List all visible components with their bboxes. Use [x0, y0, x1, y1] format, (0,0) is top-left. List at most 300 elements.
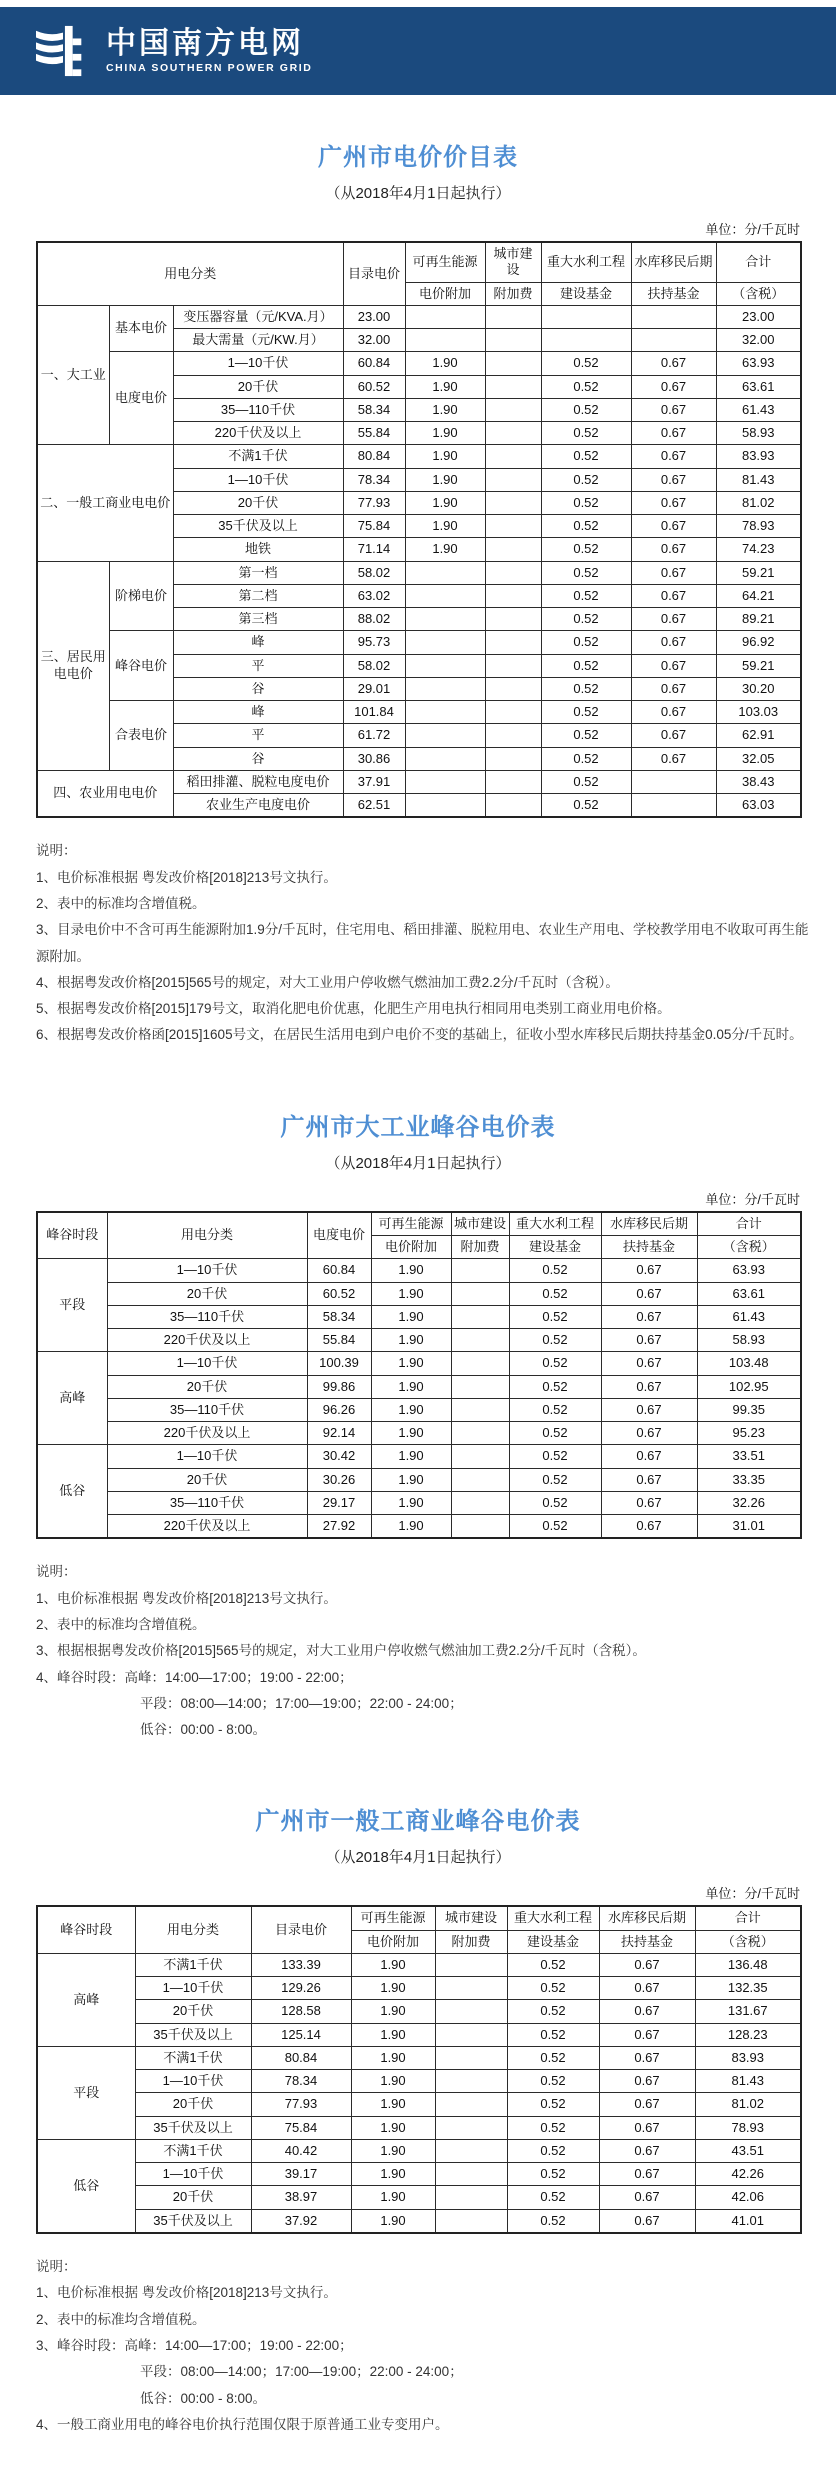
- table-cell: 101.84: [343, 701, 405, 724]
- table-cell: 0.52: [507, 2000, 599, 2023]
- section-price-list: [36, 137, 809, 1049]
- table-cell: 23.00: [343, 305, 405, 328]
- table-cell: [485, 770, 541, 793]
- table-cell: 0.67: [631, 561, 716, 584]
- table-cell: 1.90: [351, 2023, 435, 2046]
- table-cell: [485, 584, 541, 607]
- column-header-cell: 电价附加: [405, 282, 485, 305]
- table-cell: 0.52: [541, 631, 631, 654]
- table-cell: 32.05: [716, 747, 801, 770]
- table-cell: [451, 1282, 509, 1305]
- table-cell: 63.03: [716, 794, 801, 818]
- table-cell: 78.93: [695, 2116, 801, 2139]
- table-cell: 谷: [173, 747, 343, 770]
- table-cell: [485, 352, 541, 375]
- table-cell: 0.52: [509, 1515, 601, 1539]
- table-row: [37, 2093, 801, 2116]
- table-cell: [485, 515, 541, 538]
- column-header-cell: 重大水利工程: [509, 1212, 601, 1236]
- table-cell: [485, 491, 541, 514]
- table-cell: 0.52: [507, 2209, 599, 2233]
- table-cell: 61.43: [697, 1305, 801, 1328]
- table-row: [37, 1259, 801, 1282]
- table-cell: 0.52: [541, 677, 631, 700]
- table-cell: 63.61: [716, 375, 801, 398]
- table-cell: 103.48: [697, 1352, 801, 1375]
- note-line: 说明：: [36, 843, 77, 859]
- table-cell: [405, 608, 485, 631]
- table-cell: [435, 2163, 507, 2186]
- page: [0, 7, 836, 2484]
- table-cell: [451, 1352, 509, 1375]
- table-cell: 1.90: [371, 1375, 451, 1398]
- table-cell: 59.21: [716, 561, 801, 584]
- table-cell: 第三档: [173, 608, 343, 631]
- table-cell: 不满1千伏: [135, 2139, 251, 2162]
- table-cell: 58.34: [343, 398, 405, 421]
- table-cell: 0.67: [631, 398, 716, 421]
- table-cell: 1.90: [371, 1282, 451, 1305]
- table-cell: 0.67: [631, 654, 716, 677]
- table-cell: 1.90: [405, 538, 485, 561]
- table-cell: 99.35: [697, 1398, 801, 1421]
- table-row: [37, 631, 801, 654]
- table1-subtitle: （从2018年4月1日起执行）: [325, 185, 511, 202]
- table-cell: [485, 305, 541, 328]
- table-cell: 60.84: [307, 1259, 371, 1282]
- table-cell: 1.90: [351, 2186, 435, 2209]
- column-header-cell: 城市建设: [485, 242, 541, 282]
- table-cell: 0.52: [509, 1398, 601, 1421]
- csg-logo: [34, 24, 312, 78]
- note-line: 平段：08:00—14:00；17:00—19:00；22:00 - 24:00；: [140, 2364, 463, 2380]
- table-cell: 83.93: [716, 445, 801, 468]
- table-cell: 不满1千伏: [173, 445, 343, 468]
- table-cell: 0.52: [541, 491, 631, 514]
- table-cell: [435, 1953, 507, 1976]
- table-cell: 0.52: [509, 1468, 601, 1491]
- table-cell: 29.01: [343, 677, 405, 700]
- table-cell: 30.20: [716, 677, 801, 700]
- table-cell: 1.90: [351, 2209, 435, 2233]
- table-row: [37, 701, 801, 724]
- table-cell: 62.51: [343, 794, 405, 818]
- table-cell: 35千伏及以上: [135, 2023, 251, 2046]
- table-cell: 62.91: [716, 724, 801, 747]
- table-cell: 58.02: [343, 654, 405, 677]
- table-cell: 1—10千伏: [107, 1352, 307, 1375]
- table-cell: 0.67: [599, 2000, 695, 2023]
- table-cell: 35千伏及以上: [135, 2116, 251, 2139]
- table-cell: 第二档: [173, 584, 343, 607]
- table-cell: [435, 2000, 507, 2023]
- table-cell: [631, 329, 716, 352]
- table-cell: 35千伏及以上: [173, 515, 343, 538]
- table-cell: 20千伏: [107, 1375, 307, 1398]
- table-cell: [485, 538, 541, 561]
- table-cell: 220千伏及以上: [107, 1329, 307, 1352]
- table-cell: 基本电价: [109, 305, 173, 352]
- table-cell: 20千伏: [107, 1468, 307, 1491]
- table-row: [37, 2046, 801, 2069]
- table-cell: 1.90: [405, 422, 485, 445]
- table-row: [37, 1953, 801, 1976]
- table-cell: 30.42: [307, 1445, 371, 1468]
- table-cell: [485, 445, 541, 468]
- column-header-cell: 目录电价: [343, 242, 405, 305]
- table-cell: 80.84: [343, 445, 405, 468]
- table-cell: 1—10千伏: [135, 1977, 251, 2000]
- table-cell: 0.52: [509, 1352, 601, 1375]
- table-cell: [631, 305, 716, 328]
- column-header-cell: （含税）: [716, 282, 801, 305]
- table-cell: 高峰: [37, 1352, 107, 1445]
- column-header-cell: 扶持基金: [599, 1930, 695, 1953]
- table-cell: 60.52: [343, 375, 405, 398]
- logo-english-name: CHINA SOUTHERN POWER GRID: [106, 61, 313, 74]
- table-cell: 0.52: [541, 398, 631, 421]
- table-cell: 1.90: [351, 1977, 435, 2000]
- column-header-cell: 扶持基金: [601, 1236, 697, 1259]
- table-row: [37, 2209, 801, 2233]
- table-cell: [485, 561, 541, 584]
- table-cell: 1.90: [351, 2070, 435, 2093]
- column-header-cell: 可再生能源: [371, 1212, 451, 1236]
- table-cell: 71.14: [343, 538, 405, 561]
- note-line: 3、目录电价中不含可再生能源附加1.9分/千瓦时，住宅用电、稻田排灌、脱粒用电、农业生产用电、学校教学用电不收取可再生能源附加。: [36, 922, 809, 964]
- table-cell: [485, 654, 541, 677]
- table-cell: 电度电价: [109, 352, 173, 445]
- table-cell: 38.97: [251, 2186, 351, 2209]
- table-cell: 0.52: [507, 2046, 599, 2069]
- table-cell: [485, 631, 541, 654]
- table-cell: 35—110千伏: [173, 398, 343, 421]
- table-cell: 0.67: [599, 1977, 695, 2000]
- table-cell: 35—110千伏: [107, 1491, 307, 1514]
- note-line: 1、电价标准根据 粤发改价格[2018]213号文执行。: [36, 1590, 337, 1606]
- table-cell: [451, 1305, 509, 1328]
- table-cell: 132.35: [695, 1977, 801, 2000]
- table-row: [37, 2023, 801, 2046]
- table-cell: 1.90: [371, 1468, 451, 1491]
- note-line: 3、根据根据粤发改价格[2015]565号的规定，对大工业用户停收燃气燃油加工费2.2分/千瓦时（含税）。: [36, 1643, 646, 1659]
- section-commercial-peak-valley: [36, 1801, 800, 2438]
- content: [0, 137, 836, 2484]
- table-cell: 0.67: [631, 375, 716, 398]
- table-cell: 1.90: [351, 2116, 435, 2139]
- section-industrial-peak-valley: [36, 1107, 800, 1744]
- table-cell: 0.67: [631, 352, 716, 375]
- table-cell: 100.39: [307, 1352, 371, 1375]
- table-cell: [451, 1468, 509, 1491]
- table-cell: 0.52: [541, 770, 631, 793]
- note-line: 平段：08:00—14:00；17:00—19:00；22:00 - 24:00；: [140, 1695, 463, 1711]
- table-cell: 136.48: [695, 1953, 801, 1976]
- table3-notes: [36, 2254, 816, 2438]
- table1-notes: [36, 838, 816, 1049]
- table-cell: [405, 329, 485, 352]
- table-cell: 峰: [173, 631, 343, 654]
- table-cell: [451, 1515, 509, 1539]
- table-cell: 合表电价: [109, 701, 173, 771]
- table-cell: [435, 2046, 507, 2069]
- table-row: [37, 1282, 801, 1305]
- price-list-table: [36, 241, 802, 818]
- table-cell: 0.67: [601, 1352, 697, 1375]
- table-row: [37, 1352, 801, 1375]
- table-cell: 0.52: [541, 422, 631, 445]
- table2-title: 广州市大工业峰谷电价表: [280, 1113, 556, 1141]
- table-cell: [451, 1398, 509, 1421]
- column-header-cell: 城市建设: [451, 1212, 509, 1236]
- column-header-cell: 电价附加: [371, 1236, 451, 1259]
- table-cell: 1—10千伏: [173, 468, 343, 491]
- table-cell: [541, 305, 631, 328]
- table-cell: 32.00: [716, 329, 801, 352]
- table-row: [37, 1977, 801, 2000]
- table-cell: 77.93: [343, 491, 405, 514]
- note-line: 4、根据粤发改价格[2015]565号的规定，对大工业用户停收燃气燃油加工费2.2分/千瓦时（含税）。: [36, 974, 619, 990]
- table-cell: 0.67: [599, 2046, 695, 2069]
- table-cell: 103.03: [716, 701, 801, 724]
- table-cell: [435, 2116, 507, 2139]
- table-cell: 39.17: [251, 2163, 351, 2186]
- table-row: [37, 242, 801, 282]
- column-header-cell: 重大水利工程: [541, 242, 631, 282]
- table-cell: 1.90: [371, 1491, 451, 1514]
- column-header-cell: 用电分类: [37, 242, 343, 305]
- table-cell: 三、居民用电电价: [37, 561, 109, 770]
- table-cell: 0.52: [507, 2023, 599, 2046]
- table-cell: [451, 1422, 509, 1445]
- table-cell: 63.61: [697, 1282, 801, 1305]
- note-line: 2、表中的标准均含增值税。: [36, 1616, 206, 1632]
- table-cell: 58.93: [716, 422, 801, 445]
- table-cell: 0.52: [541, 538, 631, 561]
- table-cell: [435, 2186, 507, 2209]
- table-cell: 83.93: [695, 2046, 801, 2069]
- table-cell: 35千伏及以上: [135, 2209, 251, 2233]
- table-cell: [451, 1375, 509, 1398]
- table-cell: 0.52: [509, 1305, 601, 1328]
- table-cell: 0.67: [601, 1305, 697, 1328]
- table-cell: 0.52: [541, 584, 631, 607]
- table-cell: 0.67: [599, 2186, 695, 2209]
- table-cell: [485, 724, 541, 747]
- table3-unit-label: 单位：分/千瓦时: [705, 1886, 800, 1902]
- table-cell: 42.06: [695, 2186, 801, 2209]
- table-cell: 0.52: [541, 794, 631, 818]
- table-cell: 75.84: [251, 2116, 351, 2139]
- table-cell: 0.67: [599, 2093, 695, 2116]
- table-cell: 0.52: [507, 2163, 599, 2186]
- table-cell: 37.91: [343, 770, 405, 793]
- table-cell: 1.90: [351, 1953, 435, 1976]
- table-cell: 31.01: [697, 1515, 801, 1539]
- table-cell: [435, 2023, 507, 2046]
- table-cell: 0.67: [599, 2209, 695, 2233]
- table-cell: 变压器容量（元/KVA.月）: [173, 305, 343, 328]
- note-line: 3、峰谷时段：高峰：14:00—17:00；19:00 - 22:00；: [36, 2337, 353, 2353]
- table-cell: [485, 329, 541, 352]
- table-cell: 63.02: [343, 584, 405, 607]
- table-cell: 低谷: [37, 1445, 107, 1539]
- table-cell: 地铁: [173, 538, 343, 561]
- table-cell: [485, 794, 541, 818]
- table-cell: 0.52: [541, 515, 631, 538]
- table-cell: 0.67: [599, 2116, 695, 2139]
- table-cell: 0.52: [507, 1977, 599, 2000]
- column-header-cell: 合计: [697, 1212, 801, 1236]
- logo-text: [106, 26, 313, 74]
- table-cell: [541, 329, 631, 352]
- table-cell: 59.21: [716, 654, 801, 677]
- table-cell: 1.90: [371, 1445, 451, 1468]
- table-cell: 1.90: [405, 468, 485, 491]
- table-cell: 一、大工业: [37, 305, 109, 445]
- table3-title: 广州市一般工商业峰谷电价表: [255, 1808, 581, 1836]
- table-cell: 0.67: [631, 538, 716, 561]
- table-cell: [405, 724, 485, 747]
- table-cell: 75.84: [343, 515, 405, 538]
- table-cell: 阶梯电价: [109, 561, 173, 631]
- table-row: [37, 1906, 801, 1930]
- table-cell: 128.58: [251, 2000, 351, 2023]
- table-row: [37, 2000, 801, 2023]
- table-cell: 1.90: [405, 398, 485, 421]
- table-cell: 0.52: [509, 1282, 601, 1305]
- note-line: 说明：: [36, 1564, 77, 1580]
- table-cell: 0.52: [541, 445, 631, 468]
- table-cell: 78.93: [716, 515, 801, 538]
- table-row: [37, 1398, 801, 1421]
- table-cell: 0.52: [509, 1375, 601, 1398]
- column-header-cell: 建设基金: [541, 282, 631, 305]
- table-cell: 33.35: [697, 1468, 801, 1491]
- column-header-cell: 城市建设: [435, 1906, 507, 1930]
- table-cell: 0.67: [631, 747, 716, 770]
- table-cell: 平段: [37, 1259, 107, 1352]
- table-cell: 0.67: [631, 631, 716, 654]
- note-line: 4、一般工商业用电的峰谷电价执行范围仅限于原普通工业专变用户。: [36, 2416, 449, 2432]
- column-header-cell: 目录电价: [251, 1906, 351, 1953]
- column-header-cell: 建设基金: [507, 1930, 599, 1953]
- table-row: [37, 1305, 801, 1328]
- table-cell: 81.02: [716, 491, 801, 514]
- table-cell: 0.52: [541, 468, 631, 491]
- logo-chinese-name: 中国南方电网: [106, 26, 304, 60]
- table3-subtitle: （从2018年4月1日起执行）: [325, 1849, 511, 1867]
- table-cell: 35—110千伏: [107, 1305, 307, 1328]
- table-cell: 63.93: [716, 352, 801, 375]
- table-cell: 0.67: [601, 1422, 697, 1445]
- table-cell: 0.67: [599, 2139, 695, 2162]
- table-cell: [435, 2070, 507, 2093]
- table-cell: 58.34: [307, 1305, 371, 1328]
- note-line: 1、电价标准根据 粤发改价格[2018]213号文执行。: [36, 2285, 337, 2301]
- table-cell: 0.67: [631, 584, 716, 607]
- table-cell: 0.67: [601, 1329, 697, 1352]
- table-cell: [485, 422, 541, 445]
- table-cell: 0.52: [507, 2093, 599, 2116]
- column-header-cell: 水库移民后期: [601, 1212, 697, 1236]
- table-cell: 89.21: [716, 608, 801, 631]
- table-cell: 谷: [173, 677, 343, 700]
- table-cell: 峰: [173, 701, 343, 724]
- table-cell: 1.90: [371, 1329, 451, 1352]
- column-header-cell: 峰谷时段: [37, 1906, 135, 1953]
- table-cell: 0.52: [541, 747, 631, 770]
- table-cell: 1.90: [371, 1515, 451, 1539]
- table-cell: 四、农业用电电价: [37, 770, 173, 817]
- table-cell: 32.00: [343, 329, 405, 352]
- table-cell: 0.52: [541, 561, 631, 584]
- table-cell: 35—110千伏: [107, 1398, 307, 1421]
- table-row: [37, 2186, 801, 2209]
- table-cell: 78.34: [343, 468, 405, 491]
- table-row: [37, 2163, 801, 2186]
- table-cell: 77.93: [251, 2093, 351, 2116]
- column-header-cell: 扶持基金: [631, 282, 716, 305]
- table-cell: 0.67: [631, 422, 716, 445]
- table-cell: 第一档: [173, 561, 343, 584]
- table1-unit-label: 单位：分/千瓦时: [705, 222, 800, 237]
- table-cell: 平: [173, 654, 343, 677]
- table-cell: [405, 770, 485, 793]
- table-cell: [405, 631, 485, 654]
- table-cell: 0.52: [509, 1259, 601, 1282]
- table-cell: 37.92: [251, 2209, 351, 2233]
- table-cell: 0.67: [599, 2070, 695, 2093]
- table-cell: 1—10千伏: [173, 352, 343, 375]
- table-cell: 60.52: [307, 1282, 371, 1305]
- table-cell: 96.26: [307, 1398, 371, 1421]
- table-cell: 27.92: [307, 1515, 371, 1539]
- table-cell: 92.14: [307, 1422, 371, 1445]
- table-cell: 220千伏及以上: [173, 422, 343, 445]
- table-cell: [435, 2139, 507, 2162]
- table-row: [37, 352, 801, 375]
- table-cell: 1.90: [351, 2000, 435, 2023]
- table-cell: 峰谷电价: [109, 631, 173, 701]
- table-cell: 稻田排灌、脱粒电度电价: [173, 770, 343, 793]
- table-cell: 42.26: [695, 2163, 801, 2186]
- table-cell: 1—10千伏: [107, 1445, 307, 1468]
- column-header-cell: （含税）: [695, 1930, 801, 1953]
- table-cell: 0.67: [601, 1398, 697, 1421]
- table-cell: 0.67: [601, 1491, 697, 1514]
- table-row: [37, 1491, 801, 1514]
- table-row: [37, 2070, 801, 2093]
- table2-unit-label: 单位：分/千瓦时: [705, 1191, 800, 1207]
- table-cell: 29.17: [307, 1491, 371, 1514]
- table-cell: 58.02: [343, 561, 405, 584]
- table-cell: [405, 561, 485, 584]
- column-header-cell: 用电分类: [135, 1906, 251, 1953]
- table-cell: 220千伏及以上: [107, 1515, 307, 1539]
- table-cell: 99.86: [307, 1375, 371, 1398]
- table-cell: 32.26: [697, 1491, 801, 1514]
- table-cell: 0.67: [631, 724, 716, 747]
- table-cell: 0.52: [507, 2116, 599, 2139]
- table-cell: 0.67: [631, 468, 716, 491]
- column-header-cell: 重大水利工程: [507, 1906, 599, 1930]
- table-cell: 0.52: [507, 2070, 599, 2093]
- table-cell: [405, 701, 485, 724]
- table-cell: [485, 468, 541, 491]
- table-cell: 55.84: [307, 1329, 371, 1352]
- table-cell: 1.90: [371, 1352, 451, 1375]
